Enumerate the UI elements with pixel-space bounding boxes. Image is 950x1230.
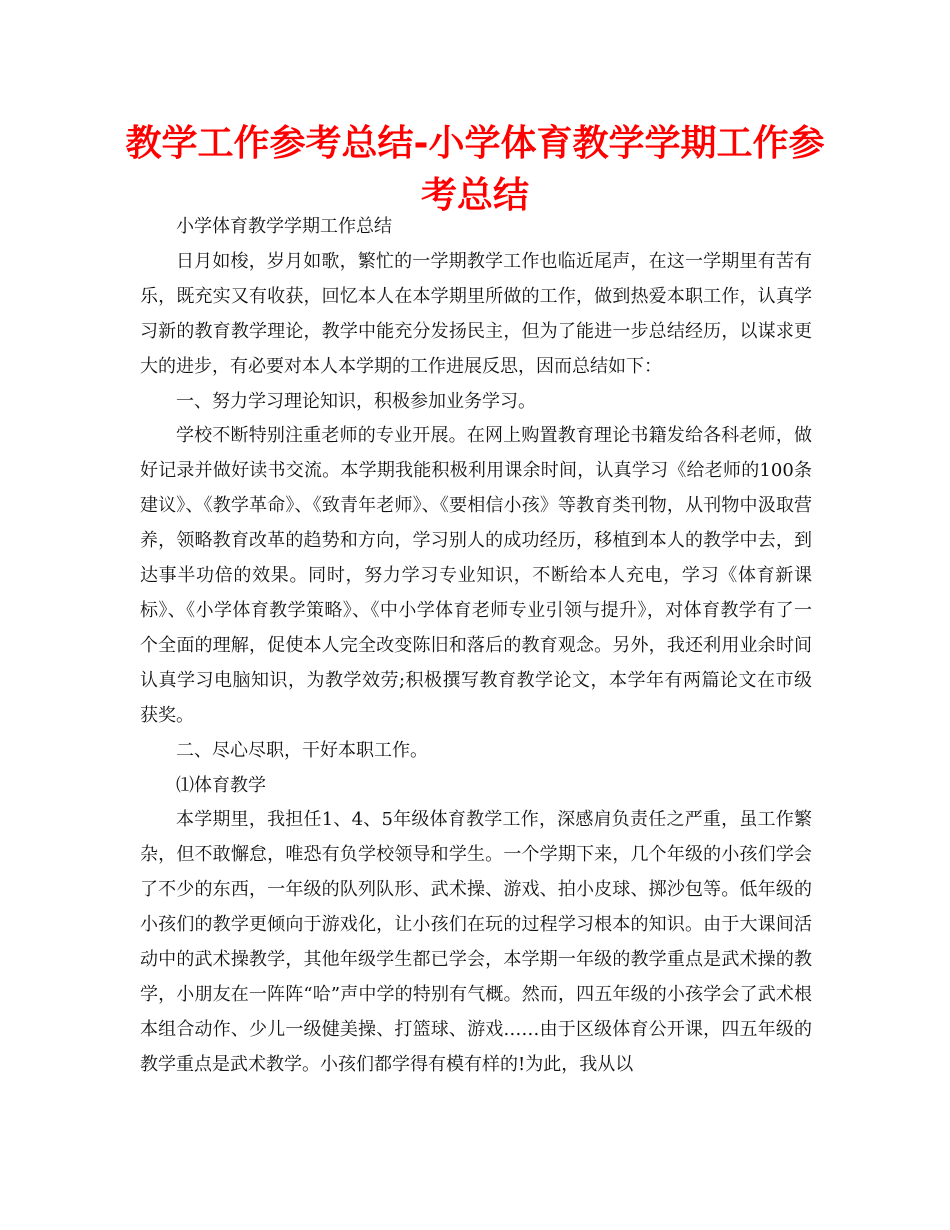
subsection-heading-1: ⑴体育教学: [176, 774, 266, 796]
intro-paragraph: 日月如梭，岁月如歌，繁忙的一学期教学工作也临近尾声，在这一学期里有苦有乐，既充实又有收获，回忆本人在本学期里所做的工作，做到热爱本职工作，认真学习新的教育教学理论，教学中能充分发扬民主，但为了能进一步总结经历，以谋求更大的进步，有必要对本人本学期的工作进展反思，因而总结如下：: [140, 250, 812, 377]
subsection-1-paragraph: 本学期里，我担任1、4、5年级体育教学工作，深感肩负责任之严重，虽工作繁杂，但不敢懈怠，唯恐有负学校领导和学生。一个学期下来，几个年级的小孩们学会了不少的东西，一年级的队列队形、武术操、游戏、拍小皮球、掷沙包等。低年级的小孩们的教学更倾向于游戏化，让小孩们在玩的过程学习根本的知识。由于大课间活动中的武术操教学，其他年级学生都已学会，本学期一年级的教学重点是武术操的教学，小朋友在一阵阵“哈”声中学的特别有气概。然而，四五年级的小孩学会了武术根本组合动作、少儿一级健美操、打篮球、游戏……由于区级体育公开课，四五年级的教学重点是武术教学。小孩们都学得有模有样的!为此，我从以: [140, 809, 812, 1075]
document-title: 教学工作参考总结-小学体育教学学期工作参考总结: [125, 123, 825, 216]
section-heading-1: 一、努力学习理论知识，积极参加业务学习。: [176, 390, 536, 412]
section-heading-2: 二、尽心尽职，干好本职工作。: [176, 739, 428, 761]
subtitle-paragraph: 小学体育教学学期工作总结: [176, 216, 392, 237]
document-body: [140, 210, 812, 1083]
section-1-paragraph: 学校不断特别注重老师的专业开展。在网上购置教育理论书籍发给各科老师，做好记录并做好读书交流。本学期我能积极利用课余时间，认真学习《给老师的100条建议》、《教学革命》、《致青年老师》、《要相信小孩》等教育类刊物，从刊物中汲取营养，领略教育改革的趋势和方向，学习别人的成功经历，移植到本人的教学中去，到达事半功倍的效果。同时，努力学习专业知识，不断给本人充电，学习《体育新课标》、《小学体育教学策略》、《中小学体育老师专业引领与提升》，对体育教学有了一个全面的理解，促使本人完全改变陈旧和落后的教育观念。另外，我还利用业余时间认真学习电脑知识，为教学效劳;积极撰写教育教学论文，本学年有两篇论文在市级获奖。: [140, 425, 812, 726]
